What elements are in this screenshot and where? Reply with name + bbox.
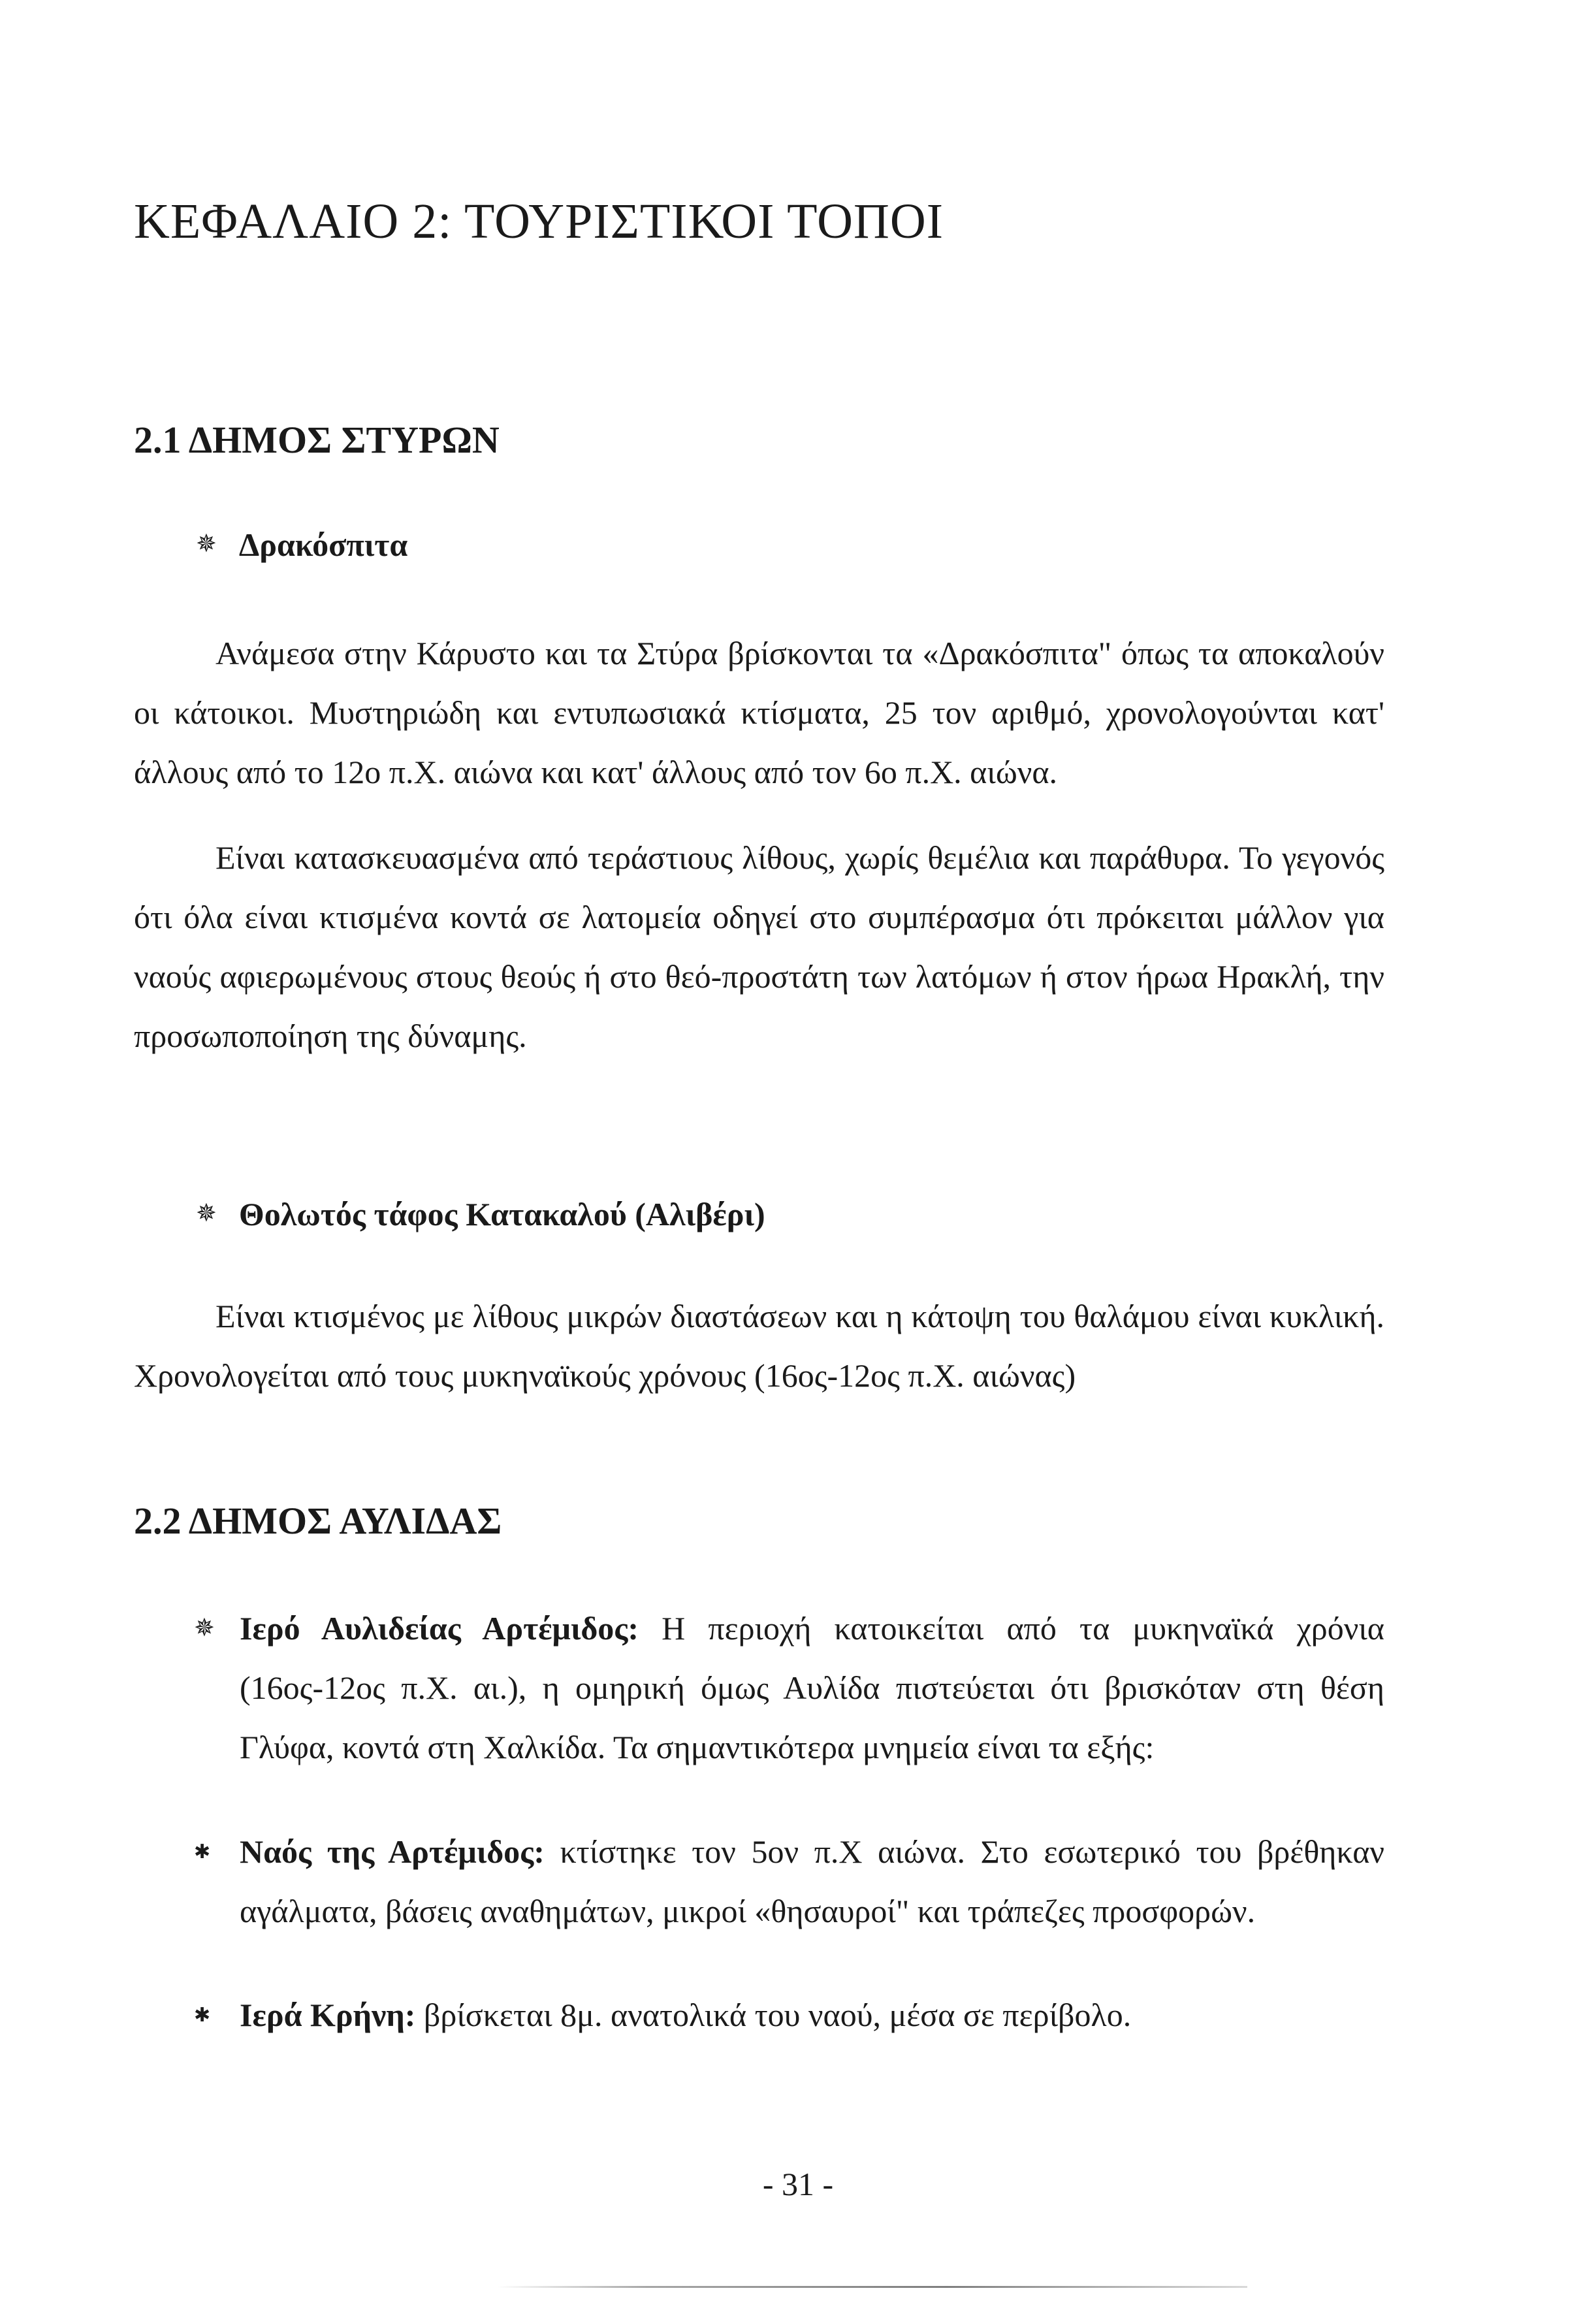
- subheading-tholotos-tafos-text: Θολωτός τάφος Κατακαλού (Αλιβέρι): [238, 1196, 765, 1232]
- paragraph-drakospita-1-text: Ανάμεσα στην Κάρυστο και τα Στύρα βρίσκονται τα «Δρακόσπιτα" όπως τα αποκαλούν οι κάτοικοι. Μυστηριώδη και εντυπωσιακά κτίσματα, 25 τον αριθμό, χρονολογούνται κατ' άλλους από το 12ο π.Χ. αιώνα και κατ' άλλους από τον 6ο π.Χ. αιώνα.: [134, 635, 1384, 790]
- paragraph-drakospita-1: [134, 624, 1384, 802]
- bullet-item-naos-artemidos-body: [199, 1822, 1384, 1941]
- section-heading-styra: 2.1 ΔΗΜΟΣ ΣΤΥΡΩΝ: [134, 419, 500, 461]
- asterisk-bullet-icon: ✵: [194, 1615, 215, 1642]
- subheading-drakospita: [196, 526, 407, 564]
- bullet-item-iero-artemidos-text: Η περιοχή κατοικείται από τα μυκηναϊκά χρόνια (16ος-12ος π.Χ. αι.), η ομηρική όμως Αυλίδα πιστεύεται ότι βρισκόταν στη θέση Γλύφα, κοντά στη Χαλκίδα. Τα σημαντικότερα μνημεία είναι τα εξής:: [240, 1610, 1385, 1765]
- subheading-drakospita-text: Δρακόσπιτα: [238, 526, 408, 563]
- paragraph-tholotos-tafos: [134, 1287, 1384, 1406]
- bullet-item-naos-artemidos: [194, 1822, 1385, 1941]
- subheading-tholotos-tafos: [196, 1195, 765, 1233]
- bullet-item-iera-krini-lead: Ιερά Κρήνη:: [240, 1997, 416, 2033]
- bullet-item-iero-artemidos-lead: Ιερό Αυλιδείας Αρτέμιδος:: [240, 1610, 639, 1647]
- bullet-item-iero-artemidos-body: [199, 1599, 1384, 1777]
- asterisk-bullet-icon: ✵: [196, 1200, 217, 1227]
- paragraph-tholotos-tafos-text: Είναι κτισμένος με λίθους μικρών διαστάσεων και η κάτοψη του θαλάμου είναι κυκλική. Χρονολογείται από τους μυκηναϊκούς χρόνους (16ος-12ος π.Χ. αιώνας): [134, 1298, 1384, 1394]
- bullet-item-naos-artemidos-text: κτίστηκε τον 5ον π.Χ αιώνα. Στο εσωτερικό του βρέθηκαν αγάλματα, βάσεις αναθημάτων, μικροί «θησαυροί" και τράπεζες προσφορών.: [240, 1833, 1385, 1929]
- page-number: - 31 -: [762, 2166, 834, 2202]
- bullet-item-iera-krini-text: βρίσκεται 8μ. ανατολικά του ναού, μέσα σε περίβολο.: [415, 1997, 1132, 2033]
- asterisk-bullet-icon: ✱: [194, 1841, 211, 1863]
- bullet-item-iera-krini: [194, 1985, 1384, 2045]
- bullet-item-iera-krini-body: [199, 1985, 1384, 2045]
- chapter-title: ΚΕΦΑΛΑΙΟ 2: ΤΟΥΡΙΣΤΙΚΟΙ ΤΟΠΟΙ: [134, 194, 944, 249]
- section-heading-avlida: 2.2 ΔΗΜΟΣ ΑΥΛΙΔΑΣ: [134, 1500, 502, 1542]
- asterisk-bullet-icon: ✵: [196, 530, 217, 558]
- asterisk-bullet-icon: ✱: [194, 2004, 211, 2026]
- bullet-item-naos-artemidos-lead: Ναός της Αρτέμιδος:: [240, 1833, 545, 1870]
- bullet-item-iero-artemidos: [194, 1599, 1385, 1777]
- paragraph-drakospita-2-text: Είναι κατασκευασμένα από τεράστιους λίθους, χωρίς θεμέλια και παράθυρα. Το γεγονός ότι όλα είναι κτισμένα κοντά σε λατομεία οδηγεί στο συμπέρασμα ότι πρόκειται μάλλον για ναούς αφιερωμένους στους θεούς ή στο θεό-προστάτη των λατόμων ή στον ήρωα Ηρακλή, την προσωποποίηση της δύναμης.: [134, 839, 1384, 1054]
- paragraph-drakospita-2: [134, 828, 1384, 1066]
- scan-artifact-line: [496, 2286, 1247, 2288]
